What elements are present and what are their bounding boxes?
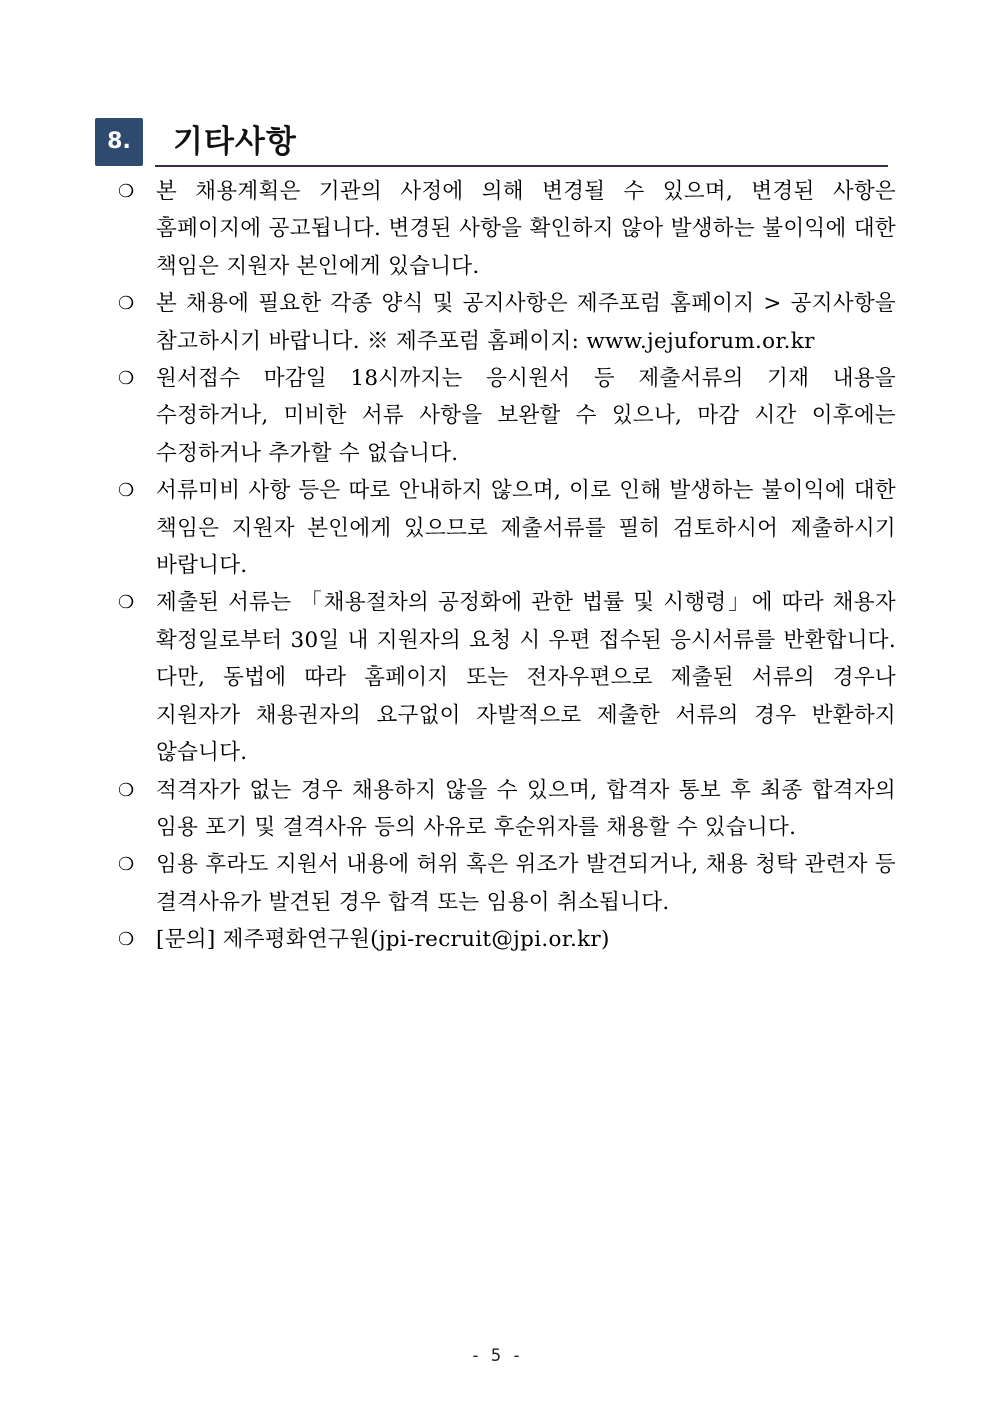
notice-item-change [118, 173, 896, 285]
notice-list [118, 173, 896, 959]
section-header [95, 118, 888, 166]
circle-bullet-icon: ❍ [118, 181, 135, 202]
notice-item-document-return [118, 584, 896, 771]
page-number: - 5 - [470, 1346, 522, 1366]
notice-item-deadline [118, 360, 896, 472]
notice-text: 원서접수 마감일 18시까지는 응시원서 등 제출서류의 기재 내용을 수정하거나, 미비한 서류 사항을 보완할 수 있으나, 마감 시간 이후에는 수정하거나 추가할 수 없습니다. [156, 366, 896, 466]
notice-text: 본 채용에 필요한 각종 양식 및 공지사항은 제주포럼 홈페이지 > 공지사항을 참고하시기 바랍니다. ※ 제주포럼 홈페이지: www.jejuforum.or.kr [156, 291, 896, 354]
notice-text: 제출된 서류는 「채용절차의 공정화에 관한 법률 및 시행령」에 따라 채용자 확정일로부터 30일 내 지원자의 요청 시 우편 접수된 응시서류를 반환합니다. 다만, 동법에 따라 홈페이지 또는 전자우편으로 제출된 서류의 경우나 지원자가 채용권자의 요구없이 자발적으로 제출한 서류의 경우 반환하지 않습니다. [156, 590, 896, 766]
circle-bullet-icon: ❍ [118, 293, 135, 315]
notice-item-cancellation [118, 846, 896, 921]
circle-bullet-icon: ❍ [118, 368, 135, 390]
circle-bullet-icon: ❍ [118, 779, 135, 801]
section-divider [155, 165, 888, 167]
notice-text: [문의] 제주평화연구원(jpi-recruit@jpi.or.kr) [156, 927, 610, 953]
circle-bullet-icon: ❍ [118, 854, 135, 876]
notice-text: 본 채용계획은 기관의 사정에 의해 변경될 수 있으며, 변경된 사항은 홈페이지에 공고됩니다. 변경된 사항을 확인하지 않아 발생하는 불이익에 대한 책임은 지원자 본인에게 있습니다. [156, 179, 896, 279]
circle-bullet-icon: ❍ [118, 929, 135, 951]
circle-bullet-icon: ❍ [118, 592, 135, 614]
section-number-badge: 8. [95, 118, 143, 166]
notice-item-missing-documents [118, 472, 896, 584]
notice-item-contact [118, 921, 896, 958]
notice-text: 적격자가 없는 경우 채용하지 않을 수 있으며, 합격자 통보 후 최종 합격자의 임용 포기 및 결격사유 등의 사유로 후순위자를 채용할 수 있습니다. [156, 777, 896, 840]
notice-text: 임용 후라도 지원서 내용에 허위 혹은 위조가 발견되거나, 채용 청탁 관련자 등 결격사유가 발견된 경우 합격 또는 임용이 취소됩니다. [156, 852, 896, 915]
section-title: 기타사항 [173, 124, 297, 160]
notice-item-forms [118, 285, 896, 360]
circle-bullet-icon: ❍ [118, 480, 135, 502]
notice-text: 서류미비 사항 등은 따로 안내하지 않으며, 이로 인해 발생하는 불이익에 대한 책임은 지원자 본인에게 있으므로 제출서류를 필히 검토하시어 제출하시기 바랍니다. [156, 478, 896, 579]
notice-item-no-candidate [118, 772, 896, 847]
